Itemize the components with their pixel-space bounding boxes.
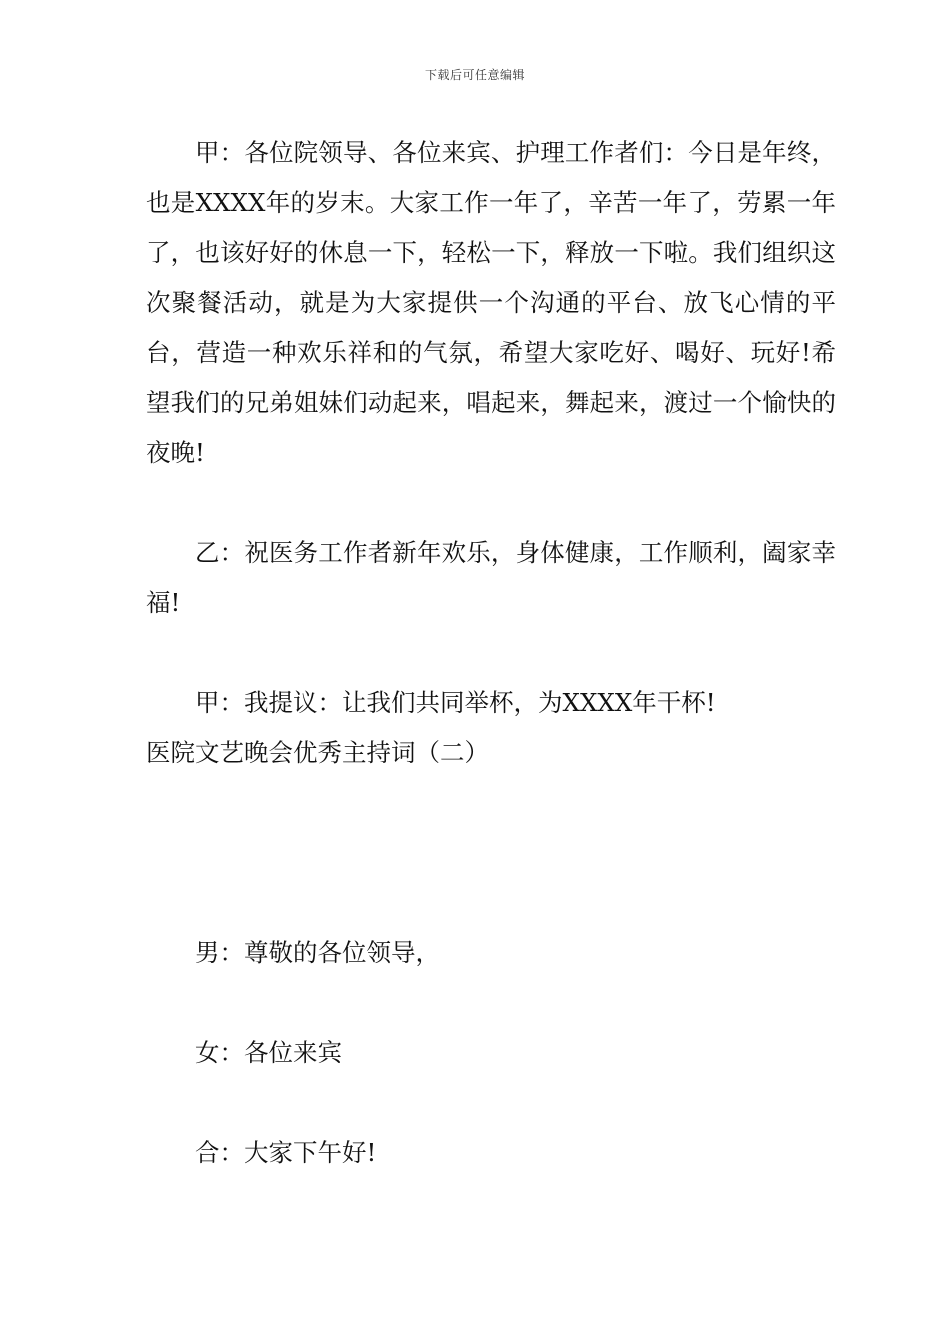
paragraph-toast: 甲：我提议：让我们共同举杯，为XXXX年干杯! [195,688,716,717]
dialogue-line-together: 合：大家下午好! [195,1138,377,1167]
section-title: 医院文艺晚会优秀主持词（二） [146,738,489,767]
dialogue-line-female: 女：各位来宾 [195,1038,342,1067]
paragraph-opening-remarks: 甲：各位院领导、各位来宾、护理工作者们：今日是年终，也是XXXX年的岁末。大家工作一年了，辛苦一年了，劳累一年了，也该好好的休息一下，轻松一下，释放一下啦。我们组织这次聚餐活动，就是为大家提供一个沟通的平台、放飞心情的平台，营造一种欢乐祥和的气氛，希望大家吃好、喝好、玩好!希望我们的兄弟姐妹们动起来，唱起来，舞起来，渡过一个愉快的夜晚! [146,138,836,467]
page-header-note: 下载后可任意编辑 [424,68,525,82]
dialogue-line-male: 男：尊敬的各位领导， [195,938,440,967]
paragraph-blessing: 乙：祝医务工作者新年欢乐，身体健康，工作顺利，阖家幸福! [146,538,836,617]
